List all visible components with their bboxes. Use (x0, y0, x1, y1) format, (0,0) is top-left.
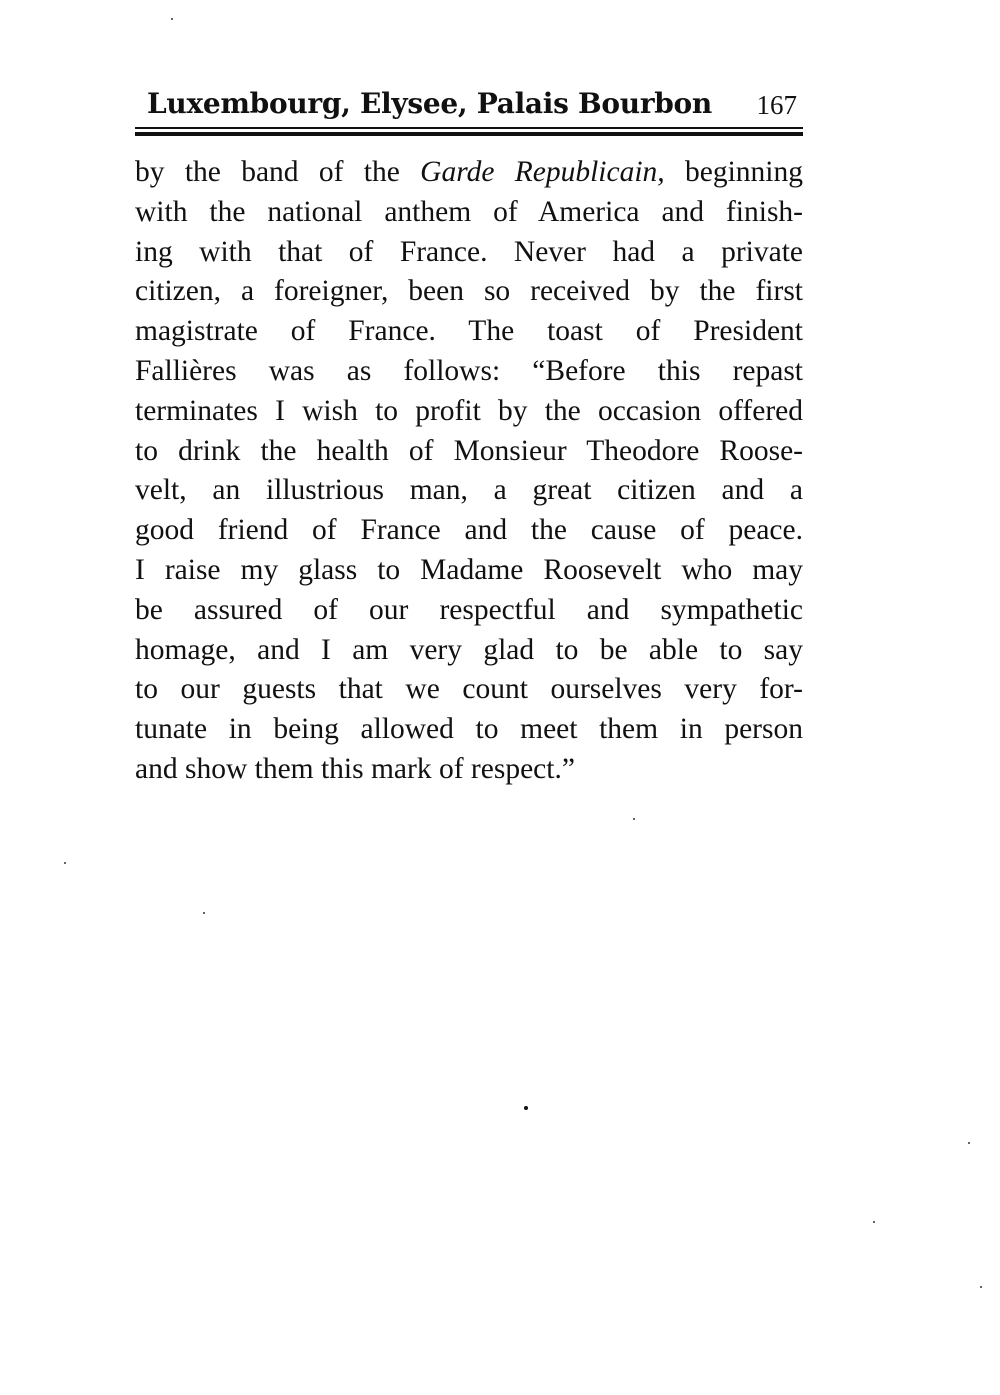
scan-speck (171, 18, 173, 20)
scan-speck (64, 862, 66, 864)
scan-speck (980, 1286, 982, 1288)
text-line-13: homage, and I am very glad to be able to say (135, 633, 803, 666)
running-head (135, 86, 803, 122)
text-line-1: by the band of the Garde Republicain, beginning (135, 156, 803, 188)
scan-speck (203, 912, 205, 914)
scan-speck (524, 1106, 528, 1110)
text-line-10: good friend of France and the cause of peace. (135, 514, 803, 547)
page-number: 167 (756, 90, 797, 120)
text-line-11: I raise my glass to Madame Roosevelt who may (135, 553, 803, 586)
text-line-6: Fallières was as follows: “Before this repast (135, 354, 803, 387)
text-line-15: tunate in being allowed to meet them in person (135, 713, 803, 746)
text-line-16: and show them this mark of respect.” (135, 752, 575, 785)
scan-speck (968, 1142, 970, 1144)
text-line-4: citizen, a foreigner, been so received by the first (135, 275, 803, 308)
scan-speck (633, 818, 635, 820)
text-line-7: terminates I wish to profit by the occasion offered (135, 394, 803, 427)
italic-garde-republicain: Garde Republicain, (420, 156, 665, 188)
body-paragraph (135, 153, 803, 790)
text-line-3: ing with that of France. Never had a private (135, 235, 803, 268)
text-line-14: to our guests that we count ourselves very for- (135, 673, 803, 706)
running-title: Luxembourg, Elysee, Palais Bourbon (147, 87, 712, 120)
text-line-12: be assured of our respectful and sympathetic (135, 593, 803, 626)
text-line-9: velt, an illustrious man, a great citizen and a (135, 474, 803, 507)
text-line-5: magistrate of France. The toast of President (135, 315, 803, 348)
scan-speck (873, 1221, 875, 1223)
header-rule-thick (135, 132, 803, 136)
text-line-2: with the national anthem of America and finish- (135, 195, 803, 228)
header-rule-thin (135, 127, 803, 129)
text-line-8: to drink the health of Monsieur Theodore Roose- (135, 434, 803, 467)
